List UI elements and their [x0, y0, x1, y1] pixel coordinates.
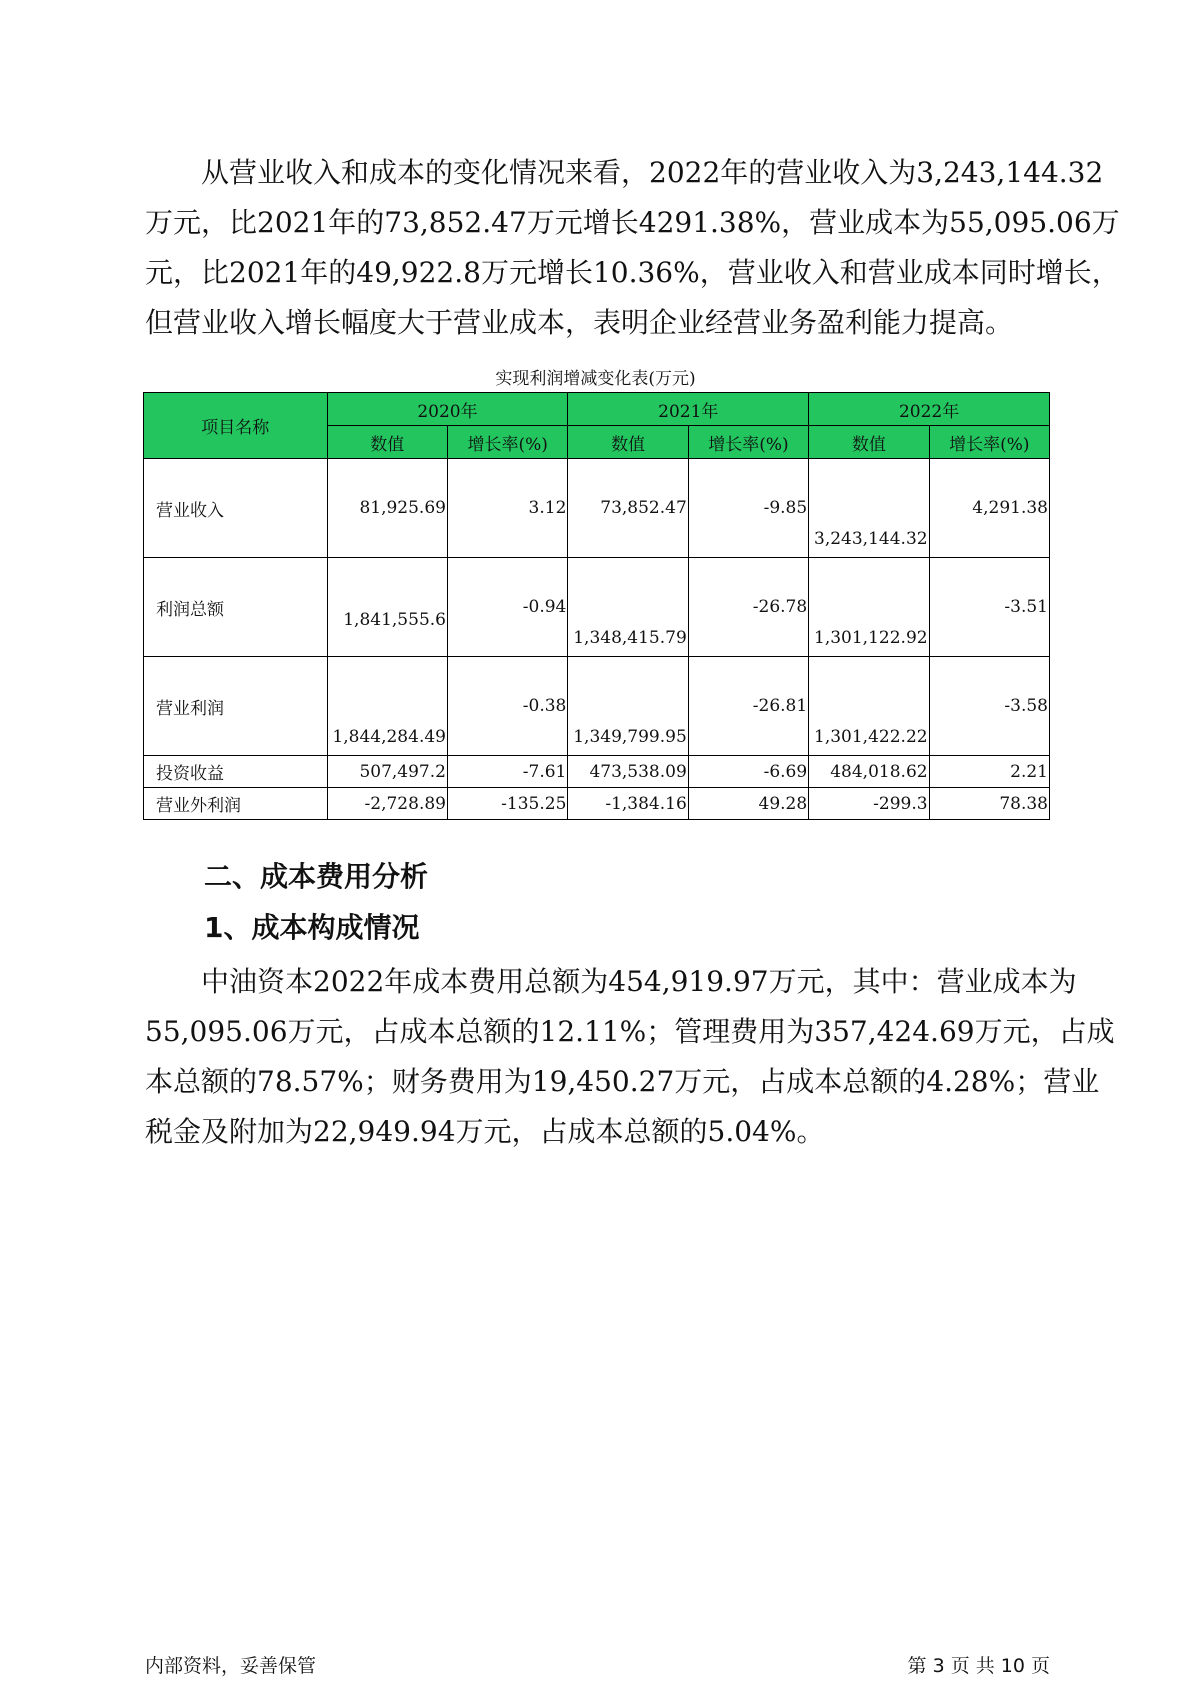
subsection-heading: 1、成本构成情况 — [204, 911, 420, 944]
paragraph-line: 55,095.06万元，占成本总额的12.11%；管理费用为357,424.69万元，占成 — [145, 1015, 1115, 1048]
table-cell: -7.61 — [447, 756, 567, 788]
table-cell: -0.94 — [447, 558, 567, 657]
table-cell: 473,538.09 — [568, 756, 688, 788]
table-cell: -2,728.89 — [327, 788, 447, 820]
header-year: 2021年 — [568, 393, 809, 426]
table-cell: -3.51 — [929, 558, 1049, 657]
paragraph-line: 但营业收入增长幅度大于营业成本，表明企业经营业务盈利能力提高。 — [145, 306, 1014, 339]
table-cell: 507,497.2 — [327, 756, 447, 788]
table-cell: -0.38 — [447, 657, 567, 756]
table-cell: 2.21 — [929, 756, 1049, 788]
table-cell: -3.58 — [929, 657, 1049, 756]
table-cell: 4,291.38 — [929, 459, 1049, 558]
header-item-name: 项目名称 — [144, 393, 328, 459]
paragraph-line: 本总额的78.57%；财务费用为19,450.27万元，占成本总额的4.28%；营业 — [145, 1065, 1100, 1098]
row-name: 营业利润 — [144, 657, 328, 756]
row-name: 营业外利润 — [144, 788, 328, 820]
table-cell: -6.69 — [688, 756, 808, 788]
table-cell: 1,301,122.92 — [809, 558, 929, 657]
header-value: 数值 — [327, 426, 447, 459]
row-name: 利润总额 — [144, 558, 328, 657]
table-cell: -26.81 — [688, 657, 808, 756]
table-cell: -299.3 — [809, 788, 929, 820]
table-row — [144, 657, 1050, 756]
header-rate: 增长率(%) — [447, 426, 567, 459]
row-name: 营业收入 — [144, 459, 328, 558]
table-cell: 1,844,284.49 — [327, 657, 447, 756]
table-cell: 78.38 — [929, 788, 1049, 820]
table-cell: -9.85 — [688, 459, 808, 558]
table-cell: 484,018.62 — [809, 756, 929, 788]
table-caption: 实现利润增减变化表(万元) — [495, 369, 696, 389]
table-cell: 1,348,415.79 — [568, 558, 688, 657]
table-cell: 81,925.69 — [327, 459, 447, 558]
table-row — [144, 788, 1050, 820]
page-number: 第 3 页 共 10 页 — [907, 1655, 1050, 1677]
cost-paragraph — [145, 957, 1115, 1157]
table-cell: -1,384.16 — [568, 788, 688, 820]
table-cell: 1,841,555.6 — [327, 558, 447, 657]
table-cell: 3,243,144.32 — [809, 459, 929, 558]
table-row — [144, 756, 1050, 788]
paragraph-line: 中油资本2022年成本费用总额为454,919.97万元，其中：营业成本为 — [201, 965, 1077, 998]
table-cell: 3.12 — [447, 459, 567, 558]
paragraph-line: 元，比2021年的49,922.8万元增长10.36%，营业收入和营业成本同时增长， — [145, 256, 1120, 289]
table-row — [144, 558, 1050, 657]
header-value: 数值 — [568, 426, 688, 459]
header-rate: 增长率(%) — [688, 426, 808, 459]
row-name: 投资收益 — [144, 756, 328, 788]
header-value: 数值 — [809, 426, 929, 459]
table-cell: 49.28 — [688, 788, 808, 820]
paragraph-line: 税金及附加为22,949.94万元，占成本总额的5.04%。 — [145, 1115, 825, 1148]
paragraph-line: 从营业收入和成本的变化情况来看，2022年的营业收入为3,243,144.32 — [201, 156, 1104, 189]
paragraph-line: 万元，比2021年的73,852.47万元增长4291.38%，营业成本为55,095.06万 — [145, 206, 1120, 239]
footer-confidential: 内部资料，妥善保管 — [145, 1655, 317, 1677]
table-cell: 1,301,422.22 — [809, 657, 929, 756]
table-row — [144, 459, 1050, 558]
intro-paragraph — [145, 148, 1120, 348]
table-cell: -135.25 — [447, 788, 567, 820]
table-cell: 1,349,799.95 — [568, 657, 688, 756]
header-year: 2020年 — [327, 393, 568, 426]
table-cell: 73,852.47 — [568, 459, 688, 558]
header-year: 2022年 — [809, 393, 1050, 426]
section-heading: 二、成本费用分析 — [204, 860, 429, 893]
table-cell: -26.78 — [688, 558, 808, 657]
header-rate: 增长率(%) — [929, 426, 1049, 459]
profit-change-table — [143, 392, 1050, 820]
